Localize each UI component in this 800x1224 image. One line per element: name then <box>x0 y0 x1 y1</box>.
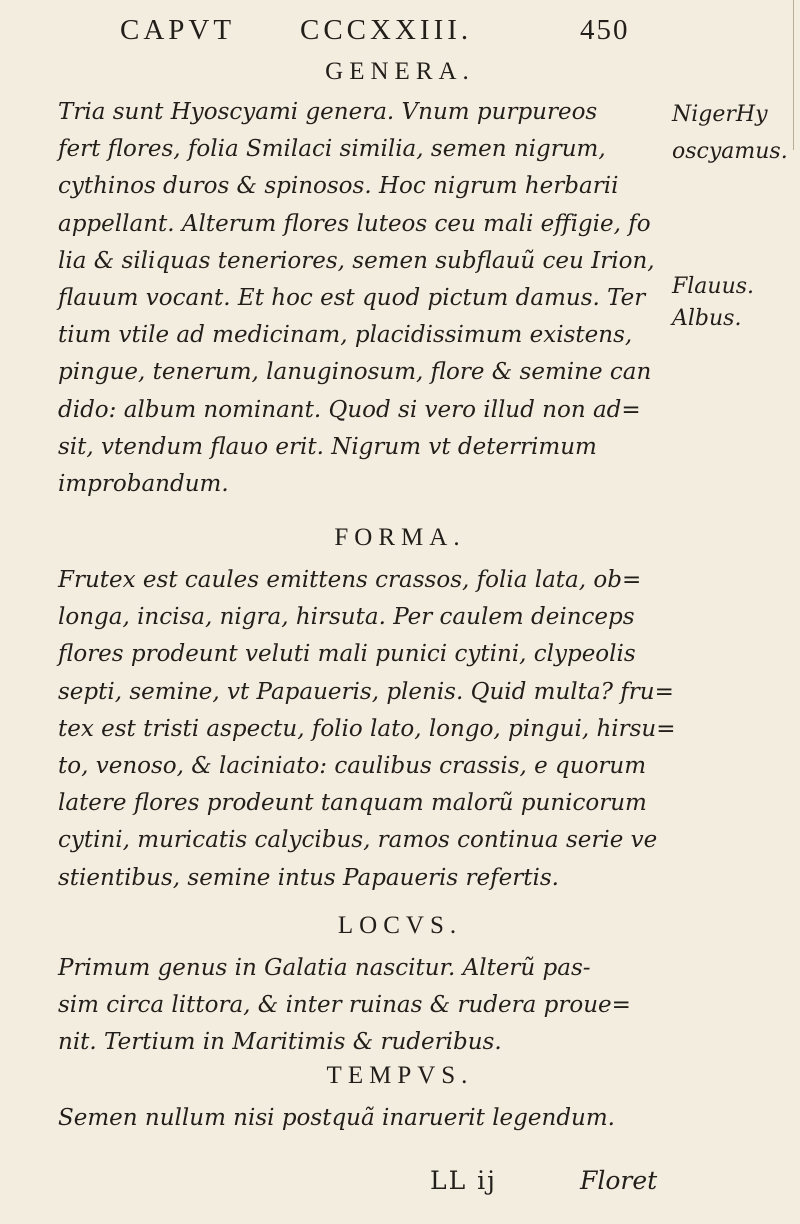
text-line: lia & siliquas teneriores, semen subflauũ ceu Irion, <box>58 247 655 274</box>
section-heading-forma: FORMA. <box>334 524 466 551</box>
text-line: tex est tristi aspectu, folio lato, longo, pingui, hirsu= <box>58 715 676 742</box>
text-line: latere flores prodeunt tanquam malorũ punicorum <box>58 790 647 817</box>
section-text-forma <box>58 562 676 897</box>
section-heading-tempus: TEMPVS. <box>326 1062 474 1089</box>
text-line: cytini, muricatis calycibus, ramos continua serie ve <box>58 827 658 854</box>
text-line: septi, semine, vt Papaueris, plenis. Quid multa? fru= <box>58 678 674 705</box>
text-line: dido: album nominant. Quod si vero illud non ad= <box>58 396 641 423</box>
text-line: appellant. Alterum flores luteos ceu mali effigie, fo <box>58 210 651 237</box>
text-line: improbandum. <box>58 470 229 497</box>
marginal-line: Albus. <box>672 306 742 331</box>
text-line: sit, vtendum flauo erit. Nigrum vt deterrimum <box>58 433 597 460</box>
catchword: Floret <box>580 1166 658 1195</box>
section-heading-genera: GENERA. <box>325 58 475 85</box>
chapter-label: CAPVT <box>120 14 236 46</box>
text-line: cythinos duros & spinosos. Hoc nigrum herbarii <box>58 173 619 200</box>
marginal-line: NigerHy <box>672 102 768 127</box>
text-line: stientibus, semine intus Papaueris refertis. <box>58 864 559 891</box>
marginal-note-albus <box>672 300 800 337</box>
text-line: to, venoso, & laciniato: caulibus crassis, e quorum <box>58 752 647 779</box>
text-line: Primum genus in Galatia nascitur. Alterũ pas- <box>58 955 591 981</box>
folio-number: 450 <box>580 14 630 46</box>
section-heading-locus: LOCVS. <box>337 912 463 939</box>
marginal-line: oscyamus. <box>672 139 788 164</box>
running-header <box>120 14 680 54</box>
text-line: Semen nullum nisi postquã inaruerit legendum. <box>58 1105 615 1131</box>
text-line: fert flores, folia Smilaci similia, semen nigrum, <box>58 136 606 163</box>
section-text-locus <box>58 950 668 1062</box>
text-line: tium vtile ad medicinam, placidissimum existens, <box>58 322 633 349</box>
text-line: pingue, tenerum, lanuginosum, flore & semine can <box>58 359 652 386</box>
text-line: longa, incisa, nigra, hirsuta. Per caulem deinceps <box>58 604 635 631</box>
marginal-line: Flauus. <box>672 274 755 299</box>
section-text-genera <box>58 94 668 503</box>
text-line: Frutex est caules emittens crassos, folia lata, ob= <box>58 567 642 593</box>
marginal-note-niger <box>672 96 800 170</box>
text-line: flores prodeunt veluti mali punici cytini, clypeolis <box>58 641 636 668</box>
text-line: flauum vocant. Et hoc est quod pictum damus. Ter <box>58 284 646 311</box>
signature-mark: LL ij <box>430 1166 497 1195</box>
section-text-tempus <box>58 1100 668 1137</box>
chapter-number: CCCXXIII. <box>300 14 473 46</box>
text-line: nit. Tertium in Maritimis & ruderibus. <box>58 1029 502 1056</box>
text-line: Tria sunt Hyoscyami genera. Vnum purpureos <box>58 99 598 125</box>
page-footer <box>430 1166 690 1206</box>
text-line: sim circa littora, & inter ruinas & rudera proue= <box>58 992 631 1019</box>
